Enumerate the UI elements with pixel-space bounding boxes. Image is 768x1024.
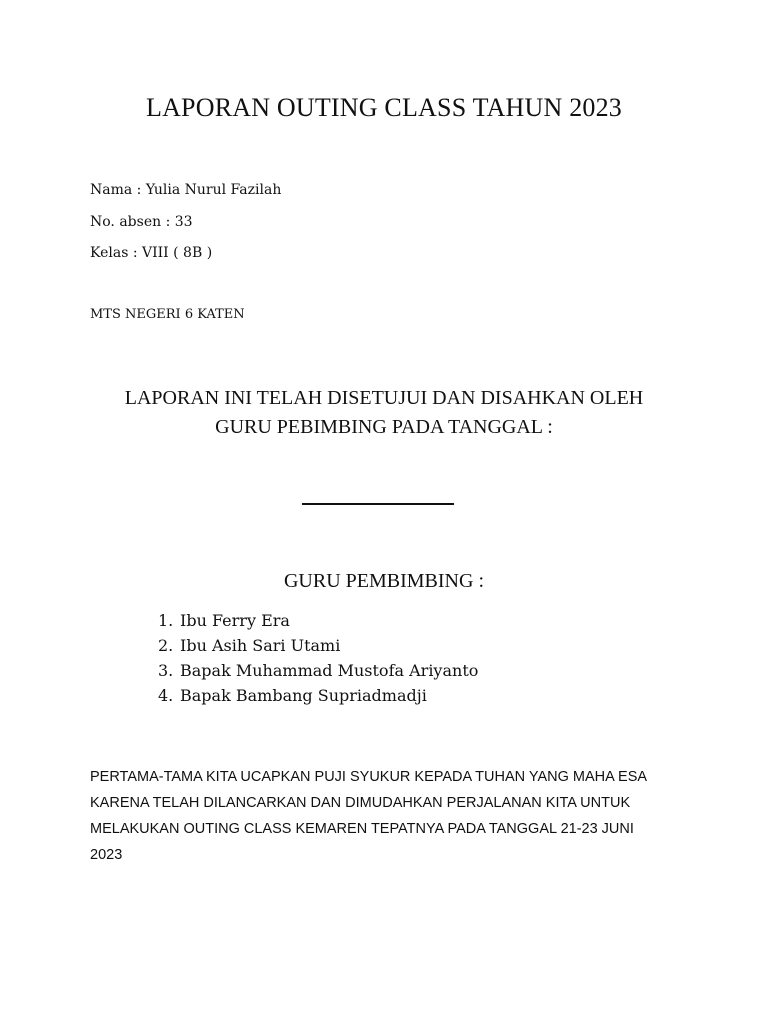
student-name: Nama : Yulia Nurul Fazilah	[90, 182, 282, 198]
intro-line-1: PERTAMA-TAMA KITA UCAPKAN PUJI SYUKUR KEPADA TUHAN YANG MAHA ESA	[90, 769, 648, 785]
approval-line-1: LAPORAN INI TELAH DISETUJUI DAN DISAHKAN OLEH	[124, 387, 644, 409]
list-item	[158, 608, 478, 633]
intro-line-4: 2023	[90, 847, 123, 863]
intro-line-2: KARENA TELAH DILANCARKAN DAN DIMUDAHKAN PERJALANAN KITA UNTUK	[90, 795, 631, 811]
list-item-number: 3.	[158, 661, 174, 680]
signature-line	[302, 503, 454, 505]
approval-statement	[0, 384, 768, 442]
document-title: LAPORAN OUTING CLASS TAHUN 2023	[146, 93, 622, 122]
list-item-number: 2.	[158, 636, 174, 655]
list-item-name: Ibu Asih Sari Utami	[180, 636, 341, 655]
student-absen: No. absen : 33	[90, 214, 193, 230]
school-name: MTS NEGERI 6 KATEN	[90, 307, 245, 322]
approval-line-2: GURU PEBIMBING PADA TANGGAL :	[215, 416, 553, 438]
list-item	[158, 683, 478, 708]
intro-paragraph	[90, 764, 680, 868]
list-item-name: Bapak Bambang Supriadmadji	[180, 686, 427, 705]
intro-line-3: MELAKUKAN OUTING CLASS KEMAREN TEPATNYA PADA TANGGAL 21-23 JUNI	[90, 821, 634, 837]
list-item-number: 4.	[158, 686, 174, 705]
list-item-name: Ibu Ferry Era	[180, 611, 290, 630]
guru-heading: GURU PEMBIMBING :	[283, 570, 485, 592]
student-class: Kelas : VIII ( 8B )	[90, 245, 213, 261]
list-item	[158, 658, 478, 683]
list-item-name: Bapak Muhammad Mustofa Ariyanto	[180, 661, 479, 680]
guru-list	[158, 608, 478, 708]
list-item	[158, 633, 478, 658]
list-item-number: 1.	[158, 611, 174, 630]
